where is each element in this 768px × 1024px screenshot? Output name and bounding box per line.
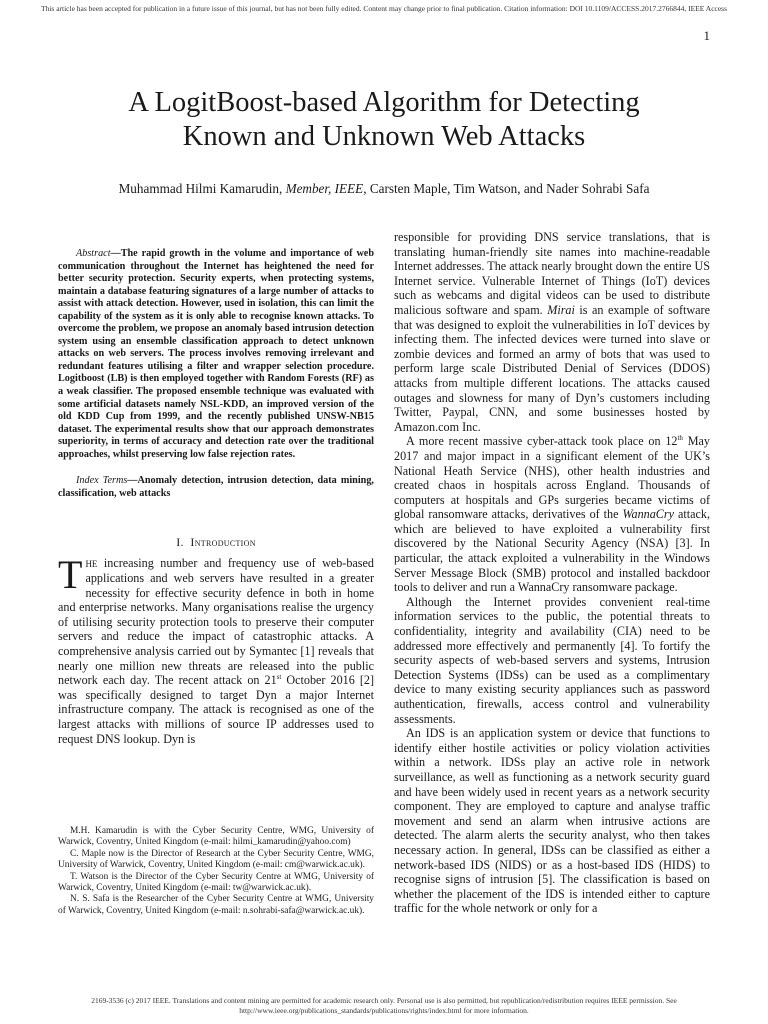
- superscript-st: st: [276, 673, 282, 682]
- right-paragraph-3: Although the Internet provides convenient real-time information services to the public, the potential threats to confidentiality, integrity and availability (CIA) need to be addressed more effectively and permanently [4]. To fortify the security aspects of web-based servers and systems, Intrusion Detection Systems (IDSs) can be used as a complimentary device to many existing security appliances such as password authentication, firewalls, access control and vulnerability assessments.: [394, 594, 710, 726]
- wannacry-text-3: attack, which are believed to have exploited a vulnerability first discovered by the National Security Agency (NSA) [3]. In particular, the attack exploited a vulnerability in the Windows Server Message Block (SMB) protocol and installed backdoor tools to deliver and run a WannaCry ransomware package.: [394, 507, 710, 595]
- intro-paragraph: [58, 552, 374, 746]
- left-column: [58, 230, 374, 746]
- right-column: [394, 230, 710, 916]
- authors-text: Muhammad Hilmi Kamarudin,: [118, 181, 286, 196]
- author-footnotes: [58, 826, 374, 917]
- intro-first-word: he: [85, 556, 98, 571]
- index-terms-lead: Index Terms: [76, 475, 128, 487]
- mirai-text: is an example of software that was designed to exploit the vulnerabilities in IoT devices by infecting them. The infected devices were turned into slave or zombie devices and formed an army of bots that was used to perform large scale Distributed Denial of Services (DDOS) attacks from multiple different locations. The attacks caused outages and slowness for many of Dyn’s customers including Twitter, Paypal, CNN, and some businesses hosted by Amazon.com Inc.: [394, 302, 710, 434]
- intro-text-1: increasing number and frequency use of web-based applications and web servers have resulted in a greater necessity for effective security defence in both in home and enterprise networks. Many organisations realise the urgency of utilising security protection tools to preserve their computer servers and reduce the impact of catastrophic attacks. A comprehensive analysis carried out by Symantec [1] reveals that nearly one million new threats are released into the public network each day. The recent attack on 21: [58, 556, 374, 688]
- superscript-th: th: [677, 434, 683, 443]
- title-line-1: A LogitBoost-based Algorithm for Detecting: [128, 87, 640, 118]
- wannacry-text-1: A more recent massive cyber-attack took place on 12: [406, 434, 678, 449]
- mirai-term: Mirai: [547, 302, 575, 317]
- dropcap-letter: T: [58, 552, 83, 598]
- right-paragraph-4: An IDS is an application system or device that functions to identify either hostile activities or policy violation activities within a network. IDSs play an active role in network surveillance, as well as functioning as a network security guard and have been widely used in recent years as a network security component. They are employed to capture and analyse traffic movement and send an alarm when intrusive actions are detected. The alarm alerts the security analyst, who then takes necessary action. In general, IDSs can be classified as either a network-based IDS (NIDS) or as a host-based IDS (HIDS) to recognise signs of intrusion [5]. The classification is based on whether the placement of the IDS is intended either to capture traffic for the whole network or only for a: [394, 726, 710, 916]
- footnote-item: T. Watson is the Director of the Cyber Security Centre at WMG, University of Warwick, Coventry, United Kingdom (e-mail: tw@warwick.ac.uk).: [58, 871, 374, 894]
- index-terms: [58, 475, 374, 500]
- footnote-item: M.H. Kamarudin is with the Cyber Security Centre, WMG, University of Warwick, Coventry, United Kingdom (e-mail: hilmi_kamarudin@yahoo.com): [58, 826, 374, 848]
- section-number: I.: [176, 535, 184, 550]
- authors-text-rest: , Carsten Maple, Tim Watson, and Nader Sohrabi Safa: [363, 181, 650, 196]
- abstract-text: —The rapid growth in the volume and importance of web communication throughout the Internet has heightened the need for better security protection. Security experts, when protecting systems, maintain a database featuring signatures of a large number of attacks to assist with attack detection. However, used in isolation, this can limit the capability of the system as it is only able to recognise known attacks. To overcome the problem, we propose an anomaly based intrusion detection system using an ensemble classification approach to detect unknown attacks on web servers. The process involves removing irrelevant and redundant features utilising a filter and wrapper selection procedure. Logitboost (LB) is then employed together with Random Forests (RF) as a weak classifier. The proposed ensemble technique was evaluated with some artificial datasets namely NSL-KDD, an improved version of the old KDD Cup from 1999, and the recently published UNSW-NB15 dataset. The experimental results show that our approach demonstrates superiority, in terms of accuracy and detection rate over the traditional approaches, whilst preserving low false rejection rates.: [58, 248, 374, 460]
- index-terms-text: —Anomaly detection, intrusion detection, data mining, classification, web attacks: [58, 475, 374, 499]
- section-title: Introduction: [190, 535, 256, 550]
- intro-text-2: October 2016 [2] was specifically designed to target Dyn a major Internet infrastructure company. The attack is recognised as one of the largest attacks with millions of source IP addresses used to request DNS lookup. Dyn is: [58, 673, 374, 746]
- section-heading-introduction: [58, 535, 374, 550]
- wannacry-term: WannaCry: [622, 507, 674, 522]
- paper-title: [40, 86, 728, 154]
- journal-notice: This article has been accepted for publication in a future issue of this journal, but has not been fully edited. Content may change prior to final publication. Citation information: DOI 10.1109/ACCESS.2017.2766844, IEEE Access: [40, 4, 728, 13]
- author-list: [30, 181, 738, 197]
- right-paragraph-1: [394, 230, 710, 434]
- copyright-line-2: http://www.ieee.org/publications_standards/publications/rights/index.html for more information.: [239, 1006, 529, 1015]
- right-paragraph-2: [394, 434, 710, 595]
- footnote-item: N. S. Safa is the Researcher of the Cyber Security Centre at WMG, University of Warwick, Coventry, United Kingdom (e-mail: n.sohrabi-safa@warwick.ac.uk).: [58, 894, 374, 916]
- footnote-item: C. Maple now is the Director of Research at the Cyber Security Centre, WMG, University of Warwick, Coventry, United Kingdom (e-mail: cm@warwick.ac.uk).: [58, 848, 374, 871]
- abstract: [58, 248, 374, 461]
- copyright-line-1: 2169-3536 (c) 2017 IEEE. Translations and content mining are permitted for academic research only. Personal use is also permitted, but republication/redistribution requires IEEE permission. See: [91, 996, 677, 1005]
- copyright-footer: [0, 996, 768, 1016]
- title-line-2: Known and Unknown Web Attacks: [182, 121, 586, 152]
- page-number: 1: [703, 28, 710, 43]
- author-membership: Member, IEEE: [285, 181, 364, 196]
- dyn-text: responsible for providing DNS service translations, that is translating human-friendly site names into machine-readable Internet addresses. The attack nearly brought down the entire US Internet service. Vulnerable Internet of Things (IoT) devices such as webcams and digital videos can be used to distribute malicious software and spam.: [394, 230, 710, 317]
- wannacry-text-2: May 2017 and major impact in a significant element of the UK’s National Heath Service (NHS), other health industries and created chaos in hospitals across England. Thousands of computers at hospitals and GPs surgeries became victims of global ransomware attacks, derivatives of the: [394, 434, 710, 522]
- abstract-lead: Abstract: [76, 248, 111, 259]
